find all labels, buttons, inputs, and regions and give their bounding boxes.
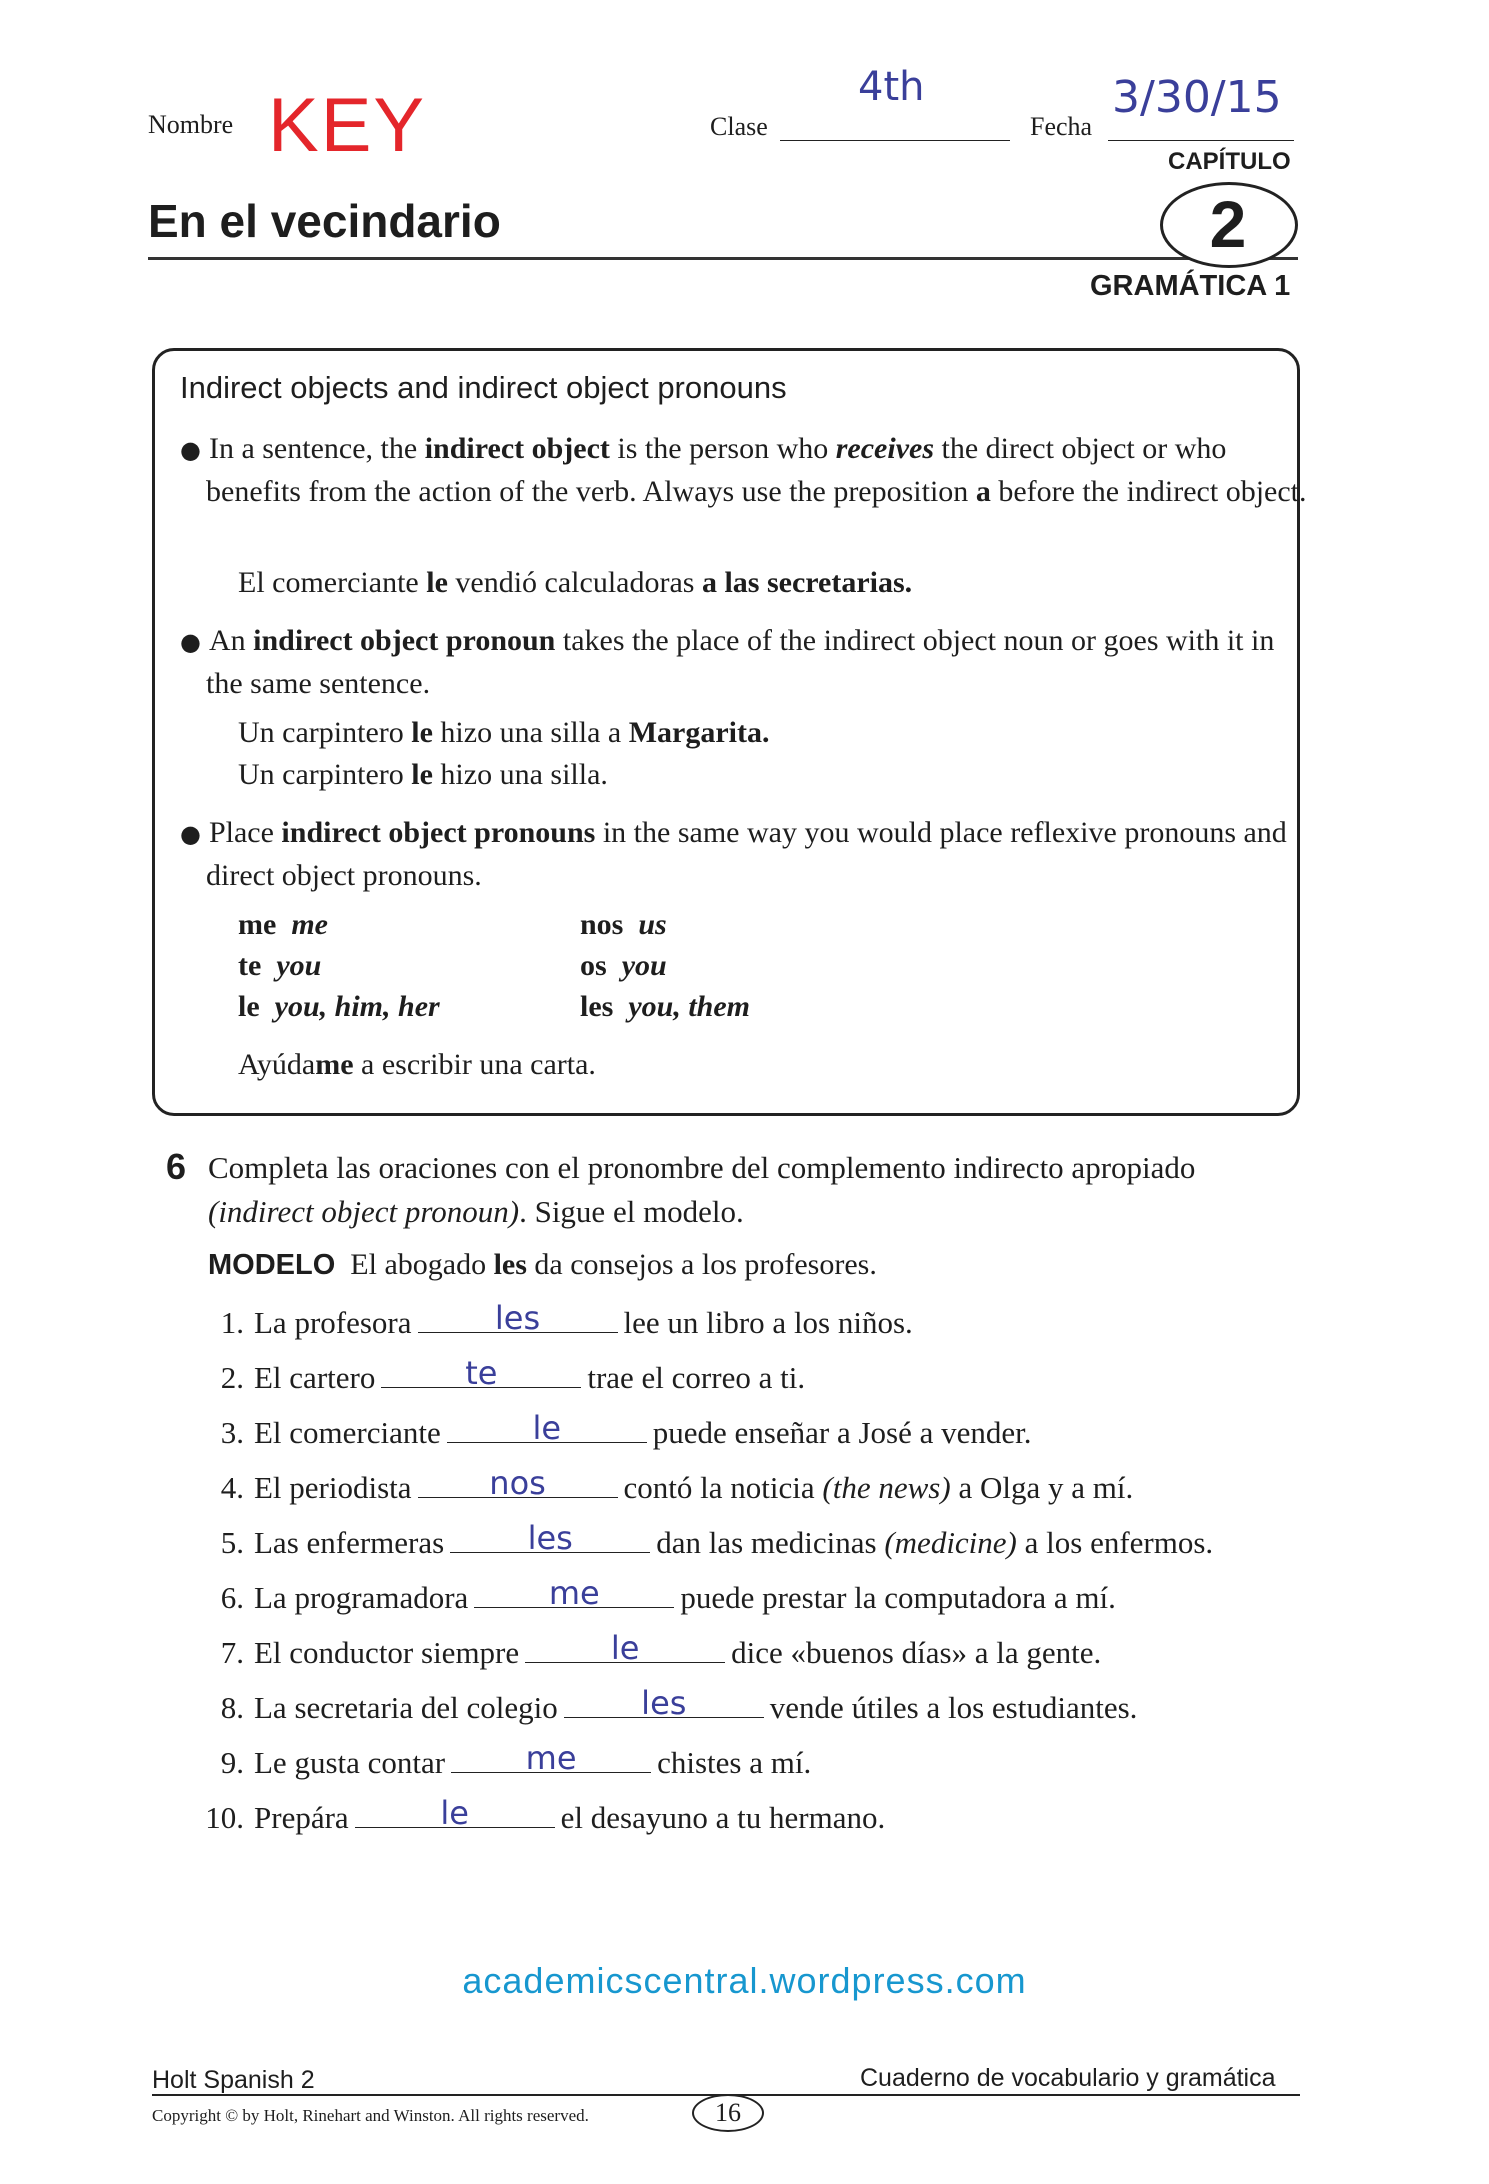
answer-blank[interactable]: le bbox=[355, 1797, 555, 1828]
pronoun-te: te you bbox=[238, 949, 322, 982]
exercise-item: 7. El conductor siempre le dice «buenos días» a la gente. bbox=[220, 1629, 1102, 1670]
exercise-item: 6. La programadora me puede prestar la computadora a mí. bbox=[220, 1574, 1116, 1615]
pronoun-le: le you, him, her bbox=[238, 990, 440, 1023]
answer-blank[interactable]: les bbox=[564, 1687, 764, 1718]
pronoun-nos: nos us bbox=[580, 908, 667, 941]
exercise-item: 10. Prepára le el desayuno a tu hermano. bbox=[205, 1794, 886, 1835]
example-sentence: Un carpintero le hizo una silla a Margarita. bbox=[238, 716, 770, 749]
answer-blank[interactable]: les bbox=[450, 1522, 650, 1553]
exercise-item: 3. El comerciante le puede enseñar a José a vender. bbox=[220, 1409, 1032, 1450]
exercise-instructions: Completa las oraciones con el pronombre del complemento indirecto apropiado (indirect object pronoun). Sigue el modelo. bbox=[208, 1150, 1196, 1229]
answer-blank[interactable]: le bbox=[525, 1632, 725, 1663]
pronoun-me: me me bbox=[238, 908, 328, 941]
exercise-number: 6 bbox=[166, 1146, 187, 1187]
class-value: 4th bbox=[858, 64, 925, 110]
pronoun-os: os you bbox=[580, 949, 667, 982]
exercise-item: 5. Las enfermeras les dan las medicinas (medicine) a los enfermos. bbox=[220, 1519, 1214, 1560]
example-sentence: Un carpintero le hizo una silla. bbox=[238, 758, 608, 791]
name-value: KEY bbox=[268, 83, 427, 168]
exercise-item: 4. El periodista nos contó la noticia (the news) a Olga y a mí. bbox=[220, 1464, 1134, 1505]
pronoun-les: les you, them bbox=[580, 990, 750, 1023]
date-value: 3/30/15 bbox=[1112, 72, 1282, 123]
exercise-item: 9. Le gusta contar me chistes a mí. bbox=[220, 1739, 812, 1780]
class-label: Clase bbox=[710, 112, 768, 141]
name-label: Nombre bbox=[148, 110, 234, 139]
example-sentence: Ayúdame a escribir una carta. bbox=[238, 1048, 596, 1081]
modelo-example: MODELO El abogado les da consejos a los profesores. bbox=[208, 1248, 877, 1281]
class-field[interactable] bbox=[780, 112, 1010, 141]
exercise-item: 8. La secretaria del colegio les vende útiles a los estudiantes. bbox=[220, 1684, 1138, 1725]
answer-blank[interactable]: le bbox=[447, 1412, 647, 1443]
example-sentence: El comerciante le vendió calculadoras a las secretarias. bbox=[238, 566, 913, 599]
footer-book-title: Holt Spanish 2 bbox=[152, 2066, 315, 2094]
grammar-point-2: ● An indirect object pronoun takes the place of the indirect object noun or goes with it in the same sentence. bbox=[180, 624, 1275, 700]
grammar-point-3: ● Place indirect object pronouns in the same way you would place reflexive pronouns and direct object pronouns. bbox=[180, 816, 1287, 892]
answer-blank[interactable]: les bbox=[418, 1302, 618, 1333]
chapter-number: 2 bbox=[1209, 187, 1247, 261]
answer-blank[interactable]: nos bbox=[418, 1467, 618, 1498]
section-label: GRAMÁTICA 1 bbox=[1090, 270, 1291, 302]
exercise-item: 2. El cartero te trae el correo a ti. bbox=[220, 1354, 806, 1395]
website-watermark: academicscentral.wordpress.com bbox=[462, 1960, 1027, 2001]
copyright: Copyright © by Holt, Rinehart and Winston. All rights reserved. bbox=[152, 2106, 589, 2125]
answer-blank[interactable]: te bbox=[381, 1357, 581, 1388]
answer-blank[interactable]: me bbox=[451, 1742, 651, 1773]
answer-blank[interactable]: me bbox=[474, 1577, 674, 1608]
exercise-item: 1. La profesora les lee un libro a los niños. bbox=[220, 1299, 913, 1340]
grammar-point-1: ● In a sentence, the indirect object is the person who receives the direct object or who benefits from the action of the verb. Always use the preposition a before the indirect object. bbox=[180, 432, 1307, 508]
date-label: Fecha bbox=[1030, 112, 1093, 141]
page-number: 16 bbox=[692, 2094, 764, 2132]
grammar-box-title: Indirect objects and indirect object pronouns bbox=[180, 370, 787, 405]
footer-workbook-title: Cuaderno de vocabulario y gramática bbox=[860, 2064, 1276, 2092]
chapter-label: CAPÍTULO bbox=[1168, 148, 1291, 175]
title-rule bbox=[148, 257, 1298, 260]
page-title: En el vecindario bbox=[148, 195, 501, 247]
